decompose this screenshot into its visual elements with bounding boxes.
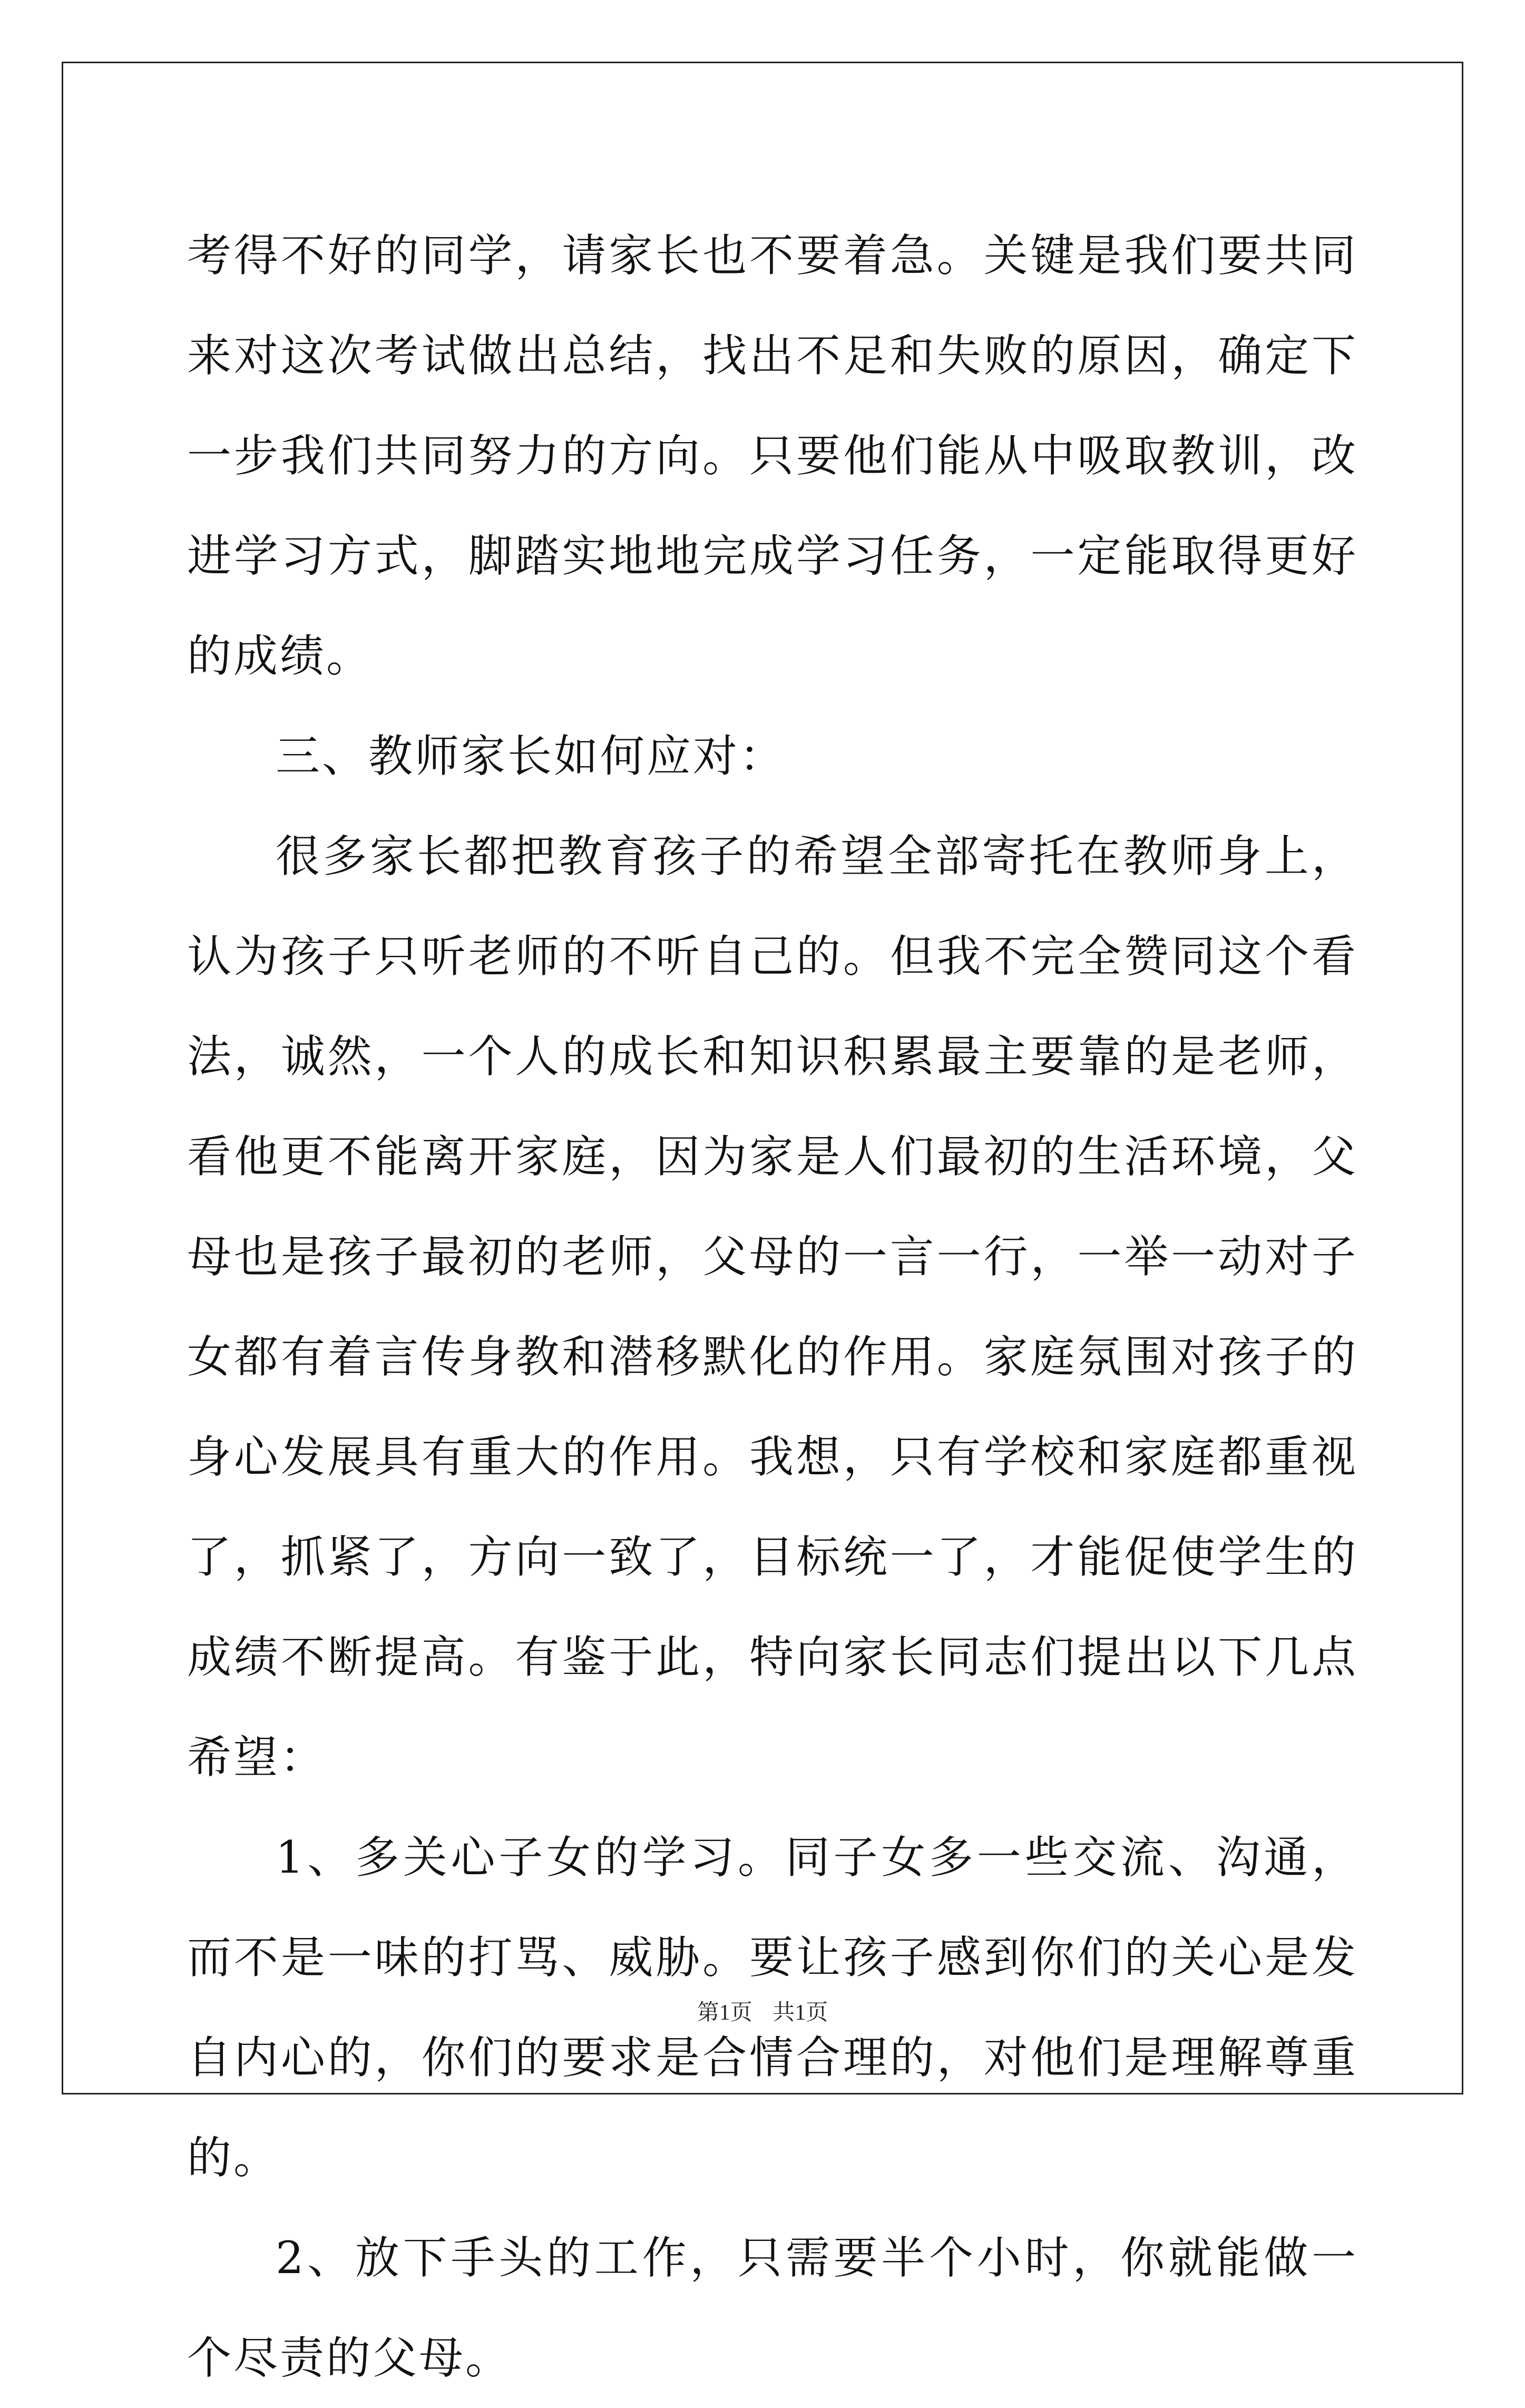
page-total: 共1页 <box>773 2001 828 2025</box>
paragraph-2: 很多家长都把教育孩子的希望全部寄托在教师身上，认为孩子只听老师的不听自己的。但我不完全赞同这个看法，诚然，一个人的成长和知识积累最主要靠的是老师，看他更不能离开家庭，因为家是人们最初的生活环境，父母也是孩子最初的老师，父母的一言一行，一举一动对子女都有着言传身教和潜移默化的作用。家庭氛围对孩子的身心发展具有重大的作用。我想，只有学校和家庭都重视了，抓紧了，方向一致了，目标统一了，才能促使学生的成绩不断提高。有鉴于此，特向家长同志们提出以下几点希望： <box>187 830 1358 1783</box>
paragraph-4: 2、放下手头的工作，只需要半个小时，你就能做一个尽责的父母。 <box>187 2232 1358 2384</box>
section-heading: 三、教师家长如何应对： <box>276 730 786 782</box>
page-footer <box>0 1997 1525 2029</box>
document-body <box>187 205 1358 2408</box>
paragraph-3: 1、多关心子女的学习。同子女多一些交流、沟通，而不是一味的打骂、威胁。要让孩子感到你们的关心是发自内心的，你们的要求是合情合理的，对他们是理解尊重的。 <box>187 1832 1358 2184</box>
paragraph-1: 考得不好的同学，请家长也不要着急。关键是我们要共同来对这次考试做出总结，找出不足和失败的原因，确定下一步我们共同努力的方向。只要他们能从中吸取教训，改进学习方式，脚踏实地地完成学习任务，一定能取得更好的成绩。 <box>187 230 1358 682</box>
page-number: 第1页 <box>697 2001 752 2025</box>
